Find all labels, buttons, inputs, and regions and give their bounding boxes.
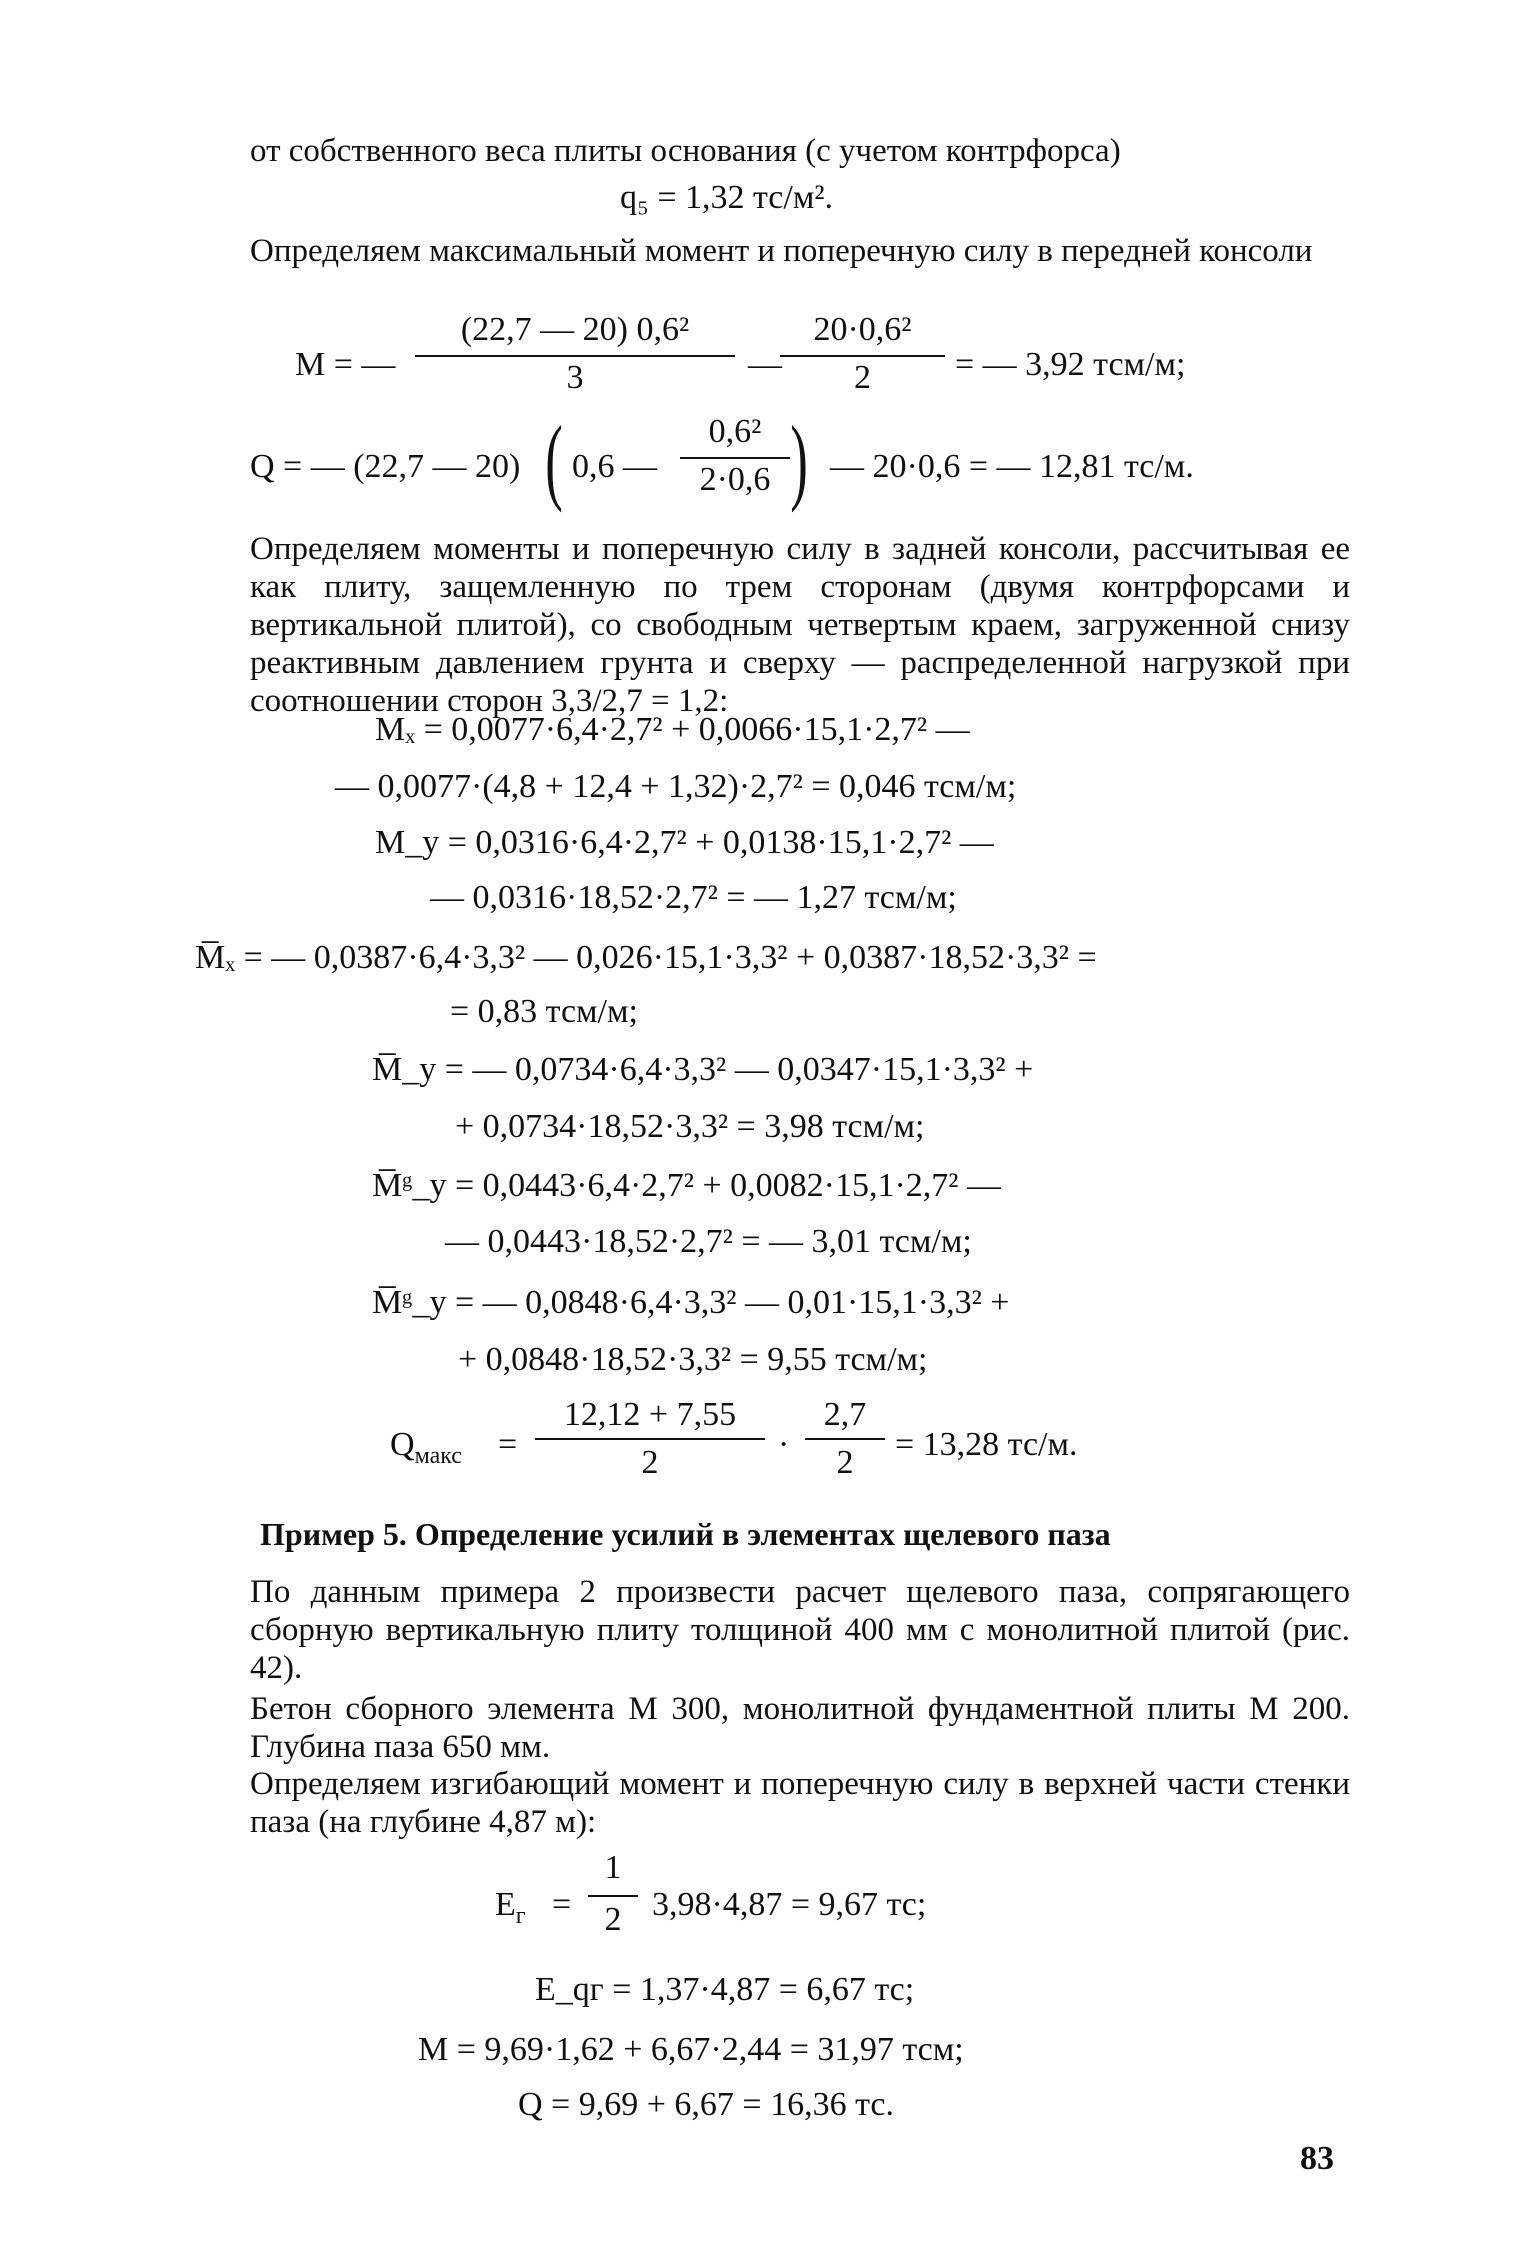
section-heading: Пример 5. Определение усилий в элементах щелевого паза — [260, 1516, 1111, 1552]
eq-lhs — [495, 1885, 526, 1936]
eq-lhs: Q = — (22,7 — 20) — [250, 448, 521, 485]
eq-sign: = — [552, 1886, 572, 1923]
equation-line: — 0,0316·18,52·2,7² = — 1,27 тсм/м; — [430, 879, 957, 916]
fraction-numerator: 0,6² — [708, 413, 762, 450]
equation-line: M̅ᵍ_y = 0,0443·6,4·2,7² + 0,0082·15,1·2,7² — — [372, 1167, 1001, 1204]
eq-dot: · — [778, 1426, 790, 1463]
eq-rhs: 3,98·4,87 = 9,67 тс; — [652, 1886, 927, 1923]
equation-line: = 0,83 тсм/м; — [450, 993, 638, 1030]
equation-line: + 0,0848·18,52·3,3² = 9,55 тсм/м; — [458, 1341, 928, 1378]
equation-q5: q₅ = 1,32 тс/м². — [620, 179, 834, 216]
eq-rhs: = 13,28 тс/м. — [895, 1426, 1078, 1463]
equation-M2: M = 9,69·1,62 + 6,67·2,44 = 31,97 тсм; — [418, 2031, 964, 2068]
fraction-bar — [680, 457, 790, 459]
eq-minus: — — [748, 346, 782, 383]
eq-inner: 0,6 — — [572, 448, 657, 485]
fraction-bar — [415, 355, 735, 357]
left-paren: ( — [545, 406, 563, 513]
page-number: 83 — [1300, 2140, 1334, 2177]
equation-line: M̅_y = — 0,0734·6,4·3,3² — 0,0347·15,1·3,3² + — [372, 1051, 1034, 1088]
eq-rhs: — 20·0,6 = — 12,81 тс/м. — [830, 448, 1194, 485]
fraction-numerator: 12,12 + 7,55 — [563, 1396, 737, 1433]
equation-line: M̅ₓ = — 0,0387·6,4·3,3² — 0,026·15,1·3,3² + 0,0387·18,52·3,3² = — [195, 939, 1097, 976]
eq-symbol: E — [495, 1886, 516, 1923]
equation-line: — 0,0443·18,52·2,7² = — 3,01 тсм/м; — [445, 1223, 972, 1260]
eq-sign: = — [498, 1426, 518, 1463]
eq-subscript: г — [515, 1902, 526, 1929]
equation-line: M̅ᵍ_y = — 0,0848·6,4·3,3² — 0,01·15,1·3,3² + — [372, 1284, 1010, 1321]
fraction-denominator: 2 — [604, 1901, 622, 1938]
paragraph-text: Определяем максимальный момент и поперечную силу в передней консоли — [250, 233, 1313, 269]
eq-lhs — [390, 1425, 462, 1476]
paragraph-text: По данным примера 2 произвести расчет щелевого паза, сопрягающего сборную вертикальную плиту толщиной 400 мм с монолитной плитой (рис. 42). — [250, 1574, 1350, 1686]
fraction-numerator: 1 — [604, 1849, 622, 1886]
fraction-denominator: 3 — [566, 359, 584, 396]
equation-line: + 0,0734·18,52·3,3² = 3,98 тсм/м; — [455, 1108, 925, 1145]
fraction-numerator: (22,7 — 20) 0,6² — [460, 311, 690, 348]
fraction-numerator: 2,7 — [823, 1396, 867, 1433]
eq-lhs: M = — — [295, 346, 396, 383]
fraction-bar — [780, 355, 945, 357]
fraction-denominator: 2 — [836, 1444, 854, 1481]
equation-Eqg: E_qг = 1,37·4,87 = 6,67 тс; — [535, 1971, 915, 2008]
equation-line: Mₓ = 0,0077·6,4·2,7² + 0,0066·15,1·2,7² — — [375, 711, 970, 748]
eq-rhs: = — 3,92 тсм/м; — [955, 346, 1186, 383]
fraction-numerator: 20·0,6² — [813, 311, 912, 348]
eq-subscript: макс — [414, 1442, 462, 1469]
equation-line: M_y = 0,0316·6,4·2,7² + 0,0138·15,1·2,7² — — [375, 824, 994, 861]
equation-line: — 0,0077·(4,8 + 12,4 + 1,32)·2,7² = 0,046 тсм/м; — [335, 768, 1017, 805]
fraction-bar — [588, 1895, 638, 1897]
eq-symbol: Q — [390, 1426, 415, 1463]
fraction-denominator: 2 — [854, 359, 871, 396]
paragraph-text: Определяем моменты и поперечную силу в задней консоли, рассчитывая ее как плиту, защемленную по трем сторонам (двумя контрфорсами и вертикальной плитой), со свободным четвертым краем, загруженной снизу реактивным давлением грунта и сверху — распределенной нагрузкой при соотношении сторон 3,3/2,7 = 1,2: — [250, 531, 1350, 719]
paragraph-text: Определяем изгибающий момент и поперечную силу в верхней части стенки паза (на глубине 4,87 м): — [250, 1766, 1350, 1840]
paragraph-text: от собственного веса плиты основания (с учетом контрфорса) — [250, 133, 1121, 169]
fraction-denominator: 2 — [641, 1444, 659, 1481]
fraction-bar — [535, 1438, 765, 1440]
right-paren: ) — [790, 406, 808, 513]
equation-Q2: Q = 9,69 + 6,67 = 16,36 тс. — [518, 2086, 894, 2123]
fraction-bar — [805, 1438, 885, 1440]
paragraph-text: Бетон сборного элемента М 300, монолитной фундаментной плиты М 200. Глубина паза 650 мм. — [250, 1691, 1350, 1765]
fraction-denominator: 2·0,6 — [699, 461, 771, 498]
